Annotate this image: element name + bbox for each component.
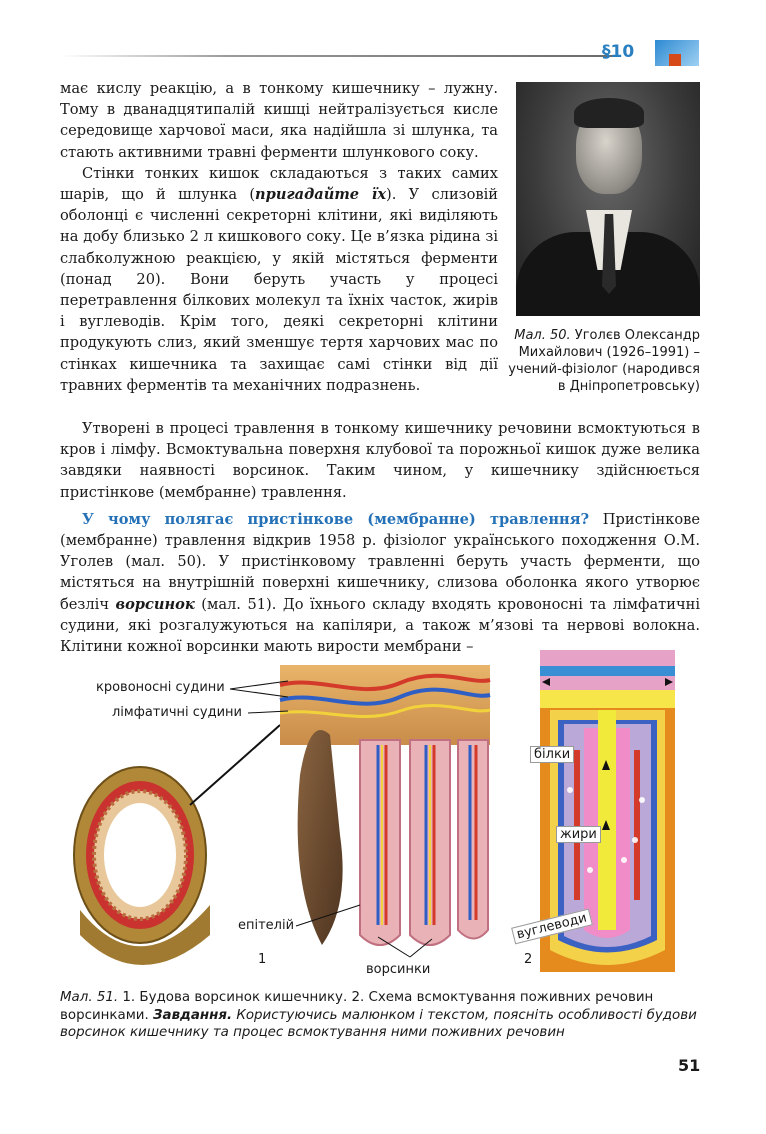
paragraph-4: У чому полягає пристінкове (мембранне) травлення? Пристінкове (мембранне) травлення відкрив 1958 р. фізіолог українського походження О.М. Уголев (мал. 50). У пристінковому травленні беруть участь ферменти, що містяться на внутрішній поверхні кишечнику, слизова оболонка якого утворює безліч ворсинок (мал. 51). До їхнього складу входять кровоносні та лімфатичні судини, які розгалужуються на капіляри, а також м’язові та нервові волокна. Клітини кожної ворсинки мають вирости мембрани –	[60, 510, 701, 656]
figure-caption: Мал. 51. 1. Будова ворсинок кишечнику. 2. Схема всмоктування поживних речовин ворсинками. Завдання. Користуючись малюнком і текстом, поясніть особливості будови ворсинок кишечнику та процес всмоктування ними поживних речовин	[60, 990, 697, 1040]
text-column-narrow	[60, 78, 498, 396]
section-number: §10	[602, 42, 635, 62]
label-villi: ворсинки	[366, 962, 431, 977]
emphasis-recall: пригадайте їх	[255, 186, 387, 204]
text-column-wide	[60, 418, 700, 657]
label-figure-2: 2	[524, 952, 533, 967]
label-fats: жири	[556, 826, 601, 843]
header-rule	[60, 55, 620, 57]
emphasis-villi: ворсинок	[115, 595, 195, 613]
paragraph-1: має кислу реакцію, а в тонкому кишечнику – лужну. Тому в дванадцятипалій кишці нейтралізується кисле середовище харчової маси, яка надійшла зі шлунка, та стають активними травні ферменти шлункового соку.	[60, 80, 498, 161]
label-lymph-vessels: лімфатичні судини	[112, 705, 242, 720]
label-blood-vessels: кровоносні судини	[96, 680, 225, 695]
portrait-photo	[516, 82, 700, 316]
villi-block	[280, 665, 490, 945]
intestine-tube-section	[74, 767, 210, 965]
paragraph-3: Утворені в процесі травлення в тонкому кишечнику речовини всмоктуються в кров і лімфу. Всмоктувальна поверхня клубової та порожньої кишок дуже велика завдяки наявності ворсинок. Таким чином, у кишечнику здійснюється пристінкове (мембранне) травлення.	[60, 420, 700, 501]
paragraph-2: Стінки тонких кишок складаються з таких самих шарів, що й шлунка (пригадайте їх). У слизовій оболонці є численні секреторні клітини, які виділяють на добу близько 2 л кишкового соку. Це в’язка рідина зі слабколужною реакцією, у якій містяться ферменти (понад 20). Вони беруть участь у процесі перетравлення білкових молекул та їхніх часток, жирів і вуглеводів. Крім того, деякі секреторні клітини продукують слиз, який зменшує тертя харчових мас по стінках кишечника та захищає самі стінки від дії травних ферментів та механічних подразнень.	[60, 164, 499, 394]
label-epithelium: епітелій	[238, 918, 295, 933]
label-proteins: білки	[530, 746, 574, 763]
section-question: У чому полягає пристінкове (мембранне) травлення?	[82, 510, 590, 528]
task-text: Користуючись малюнком і текстом, поясніть особливості будови ворсинок кишечнику та процес всмоктування ними поживних речовин	[60, 1007, 697, 1040]
label-carbs: вуглеводи	[511, 909, 592, 945]
task-label: Завдання.	[153, 1007, 233, 1023]
page-number: 51	[678, 1056, 701, 1075]
portrait-caption: Мал. 50. Уголєв Олександр Михайлович (1926–1991) – учений-фізіолог (народився в Дніпропетровську)	[508, 328, 700, 394]
section-marker-icon	[655, 40, 699, 66]
figure-label: Мал. 51.	[60, 990, 119, 1005]
label-figure-1: 1	[258, 952, 267, 967]
